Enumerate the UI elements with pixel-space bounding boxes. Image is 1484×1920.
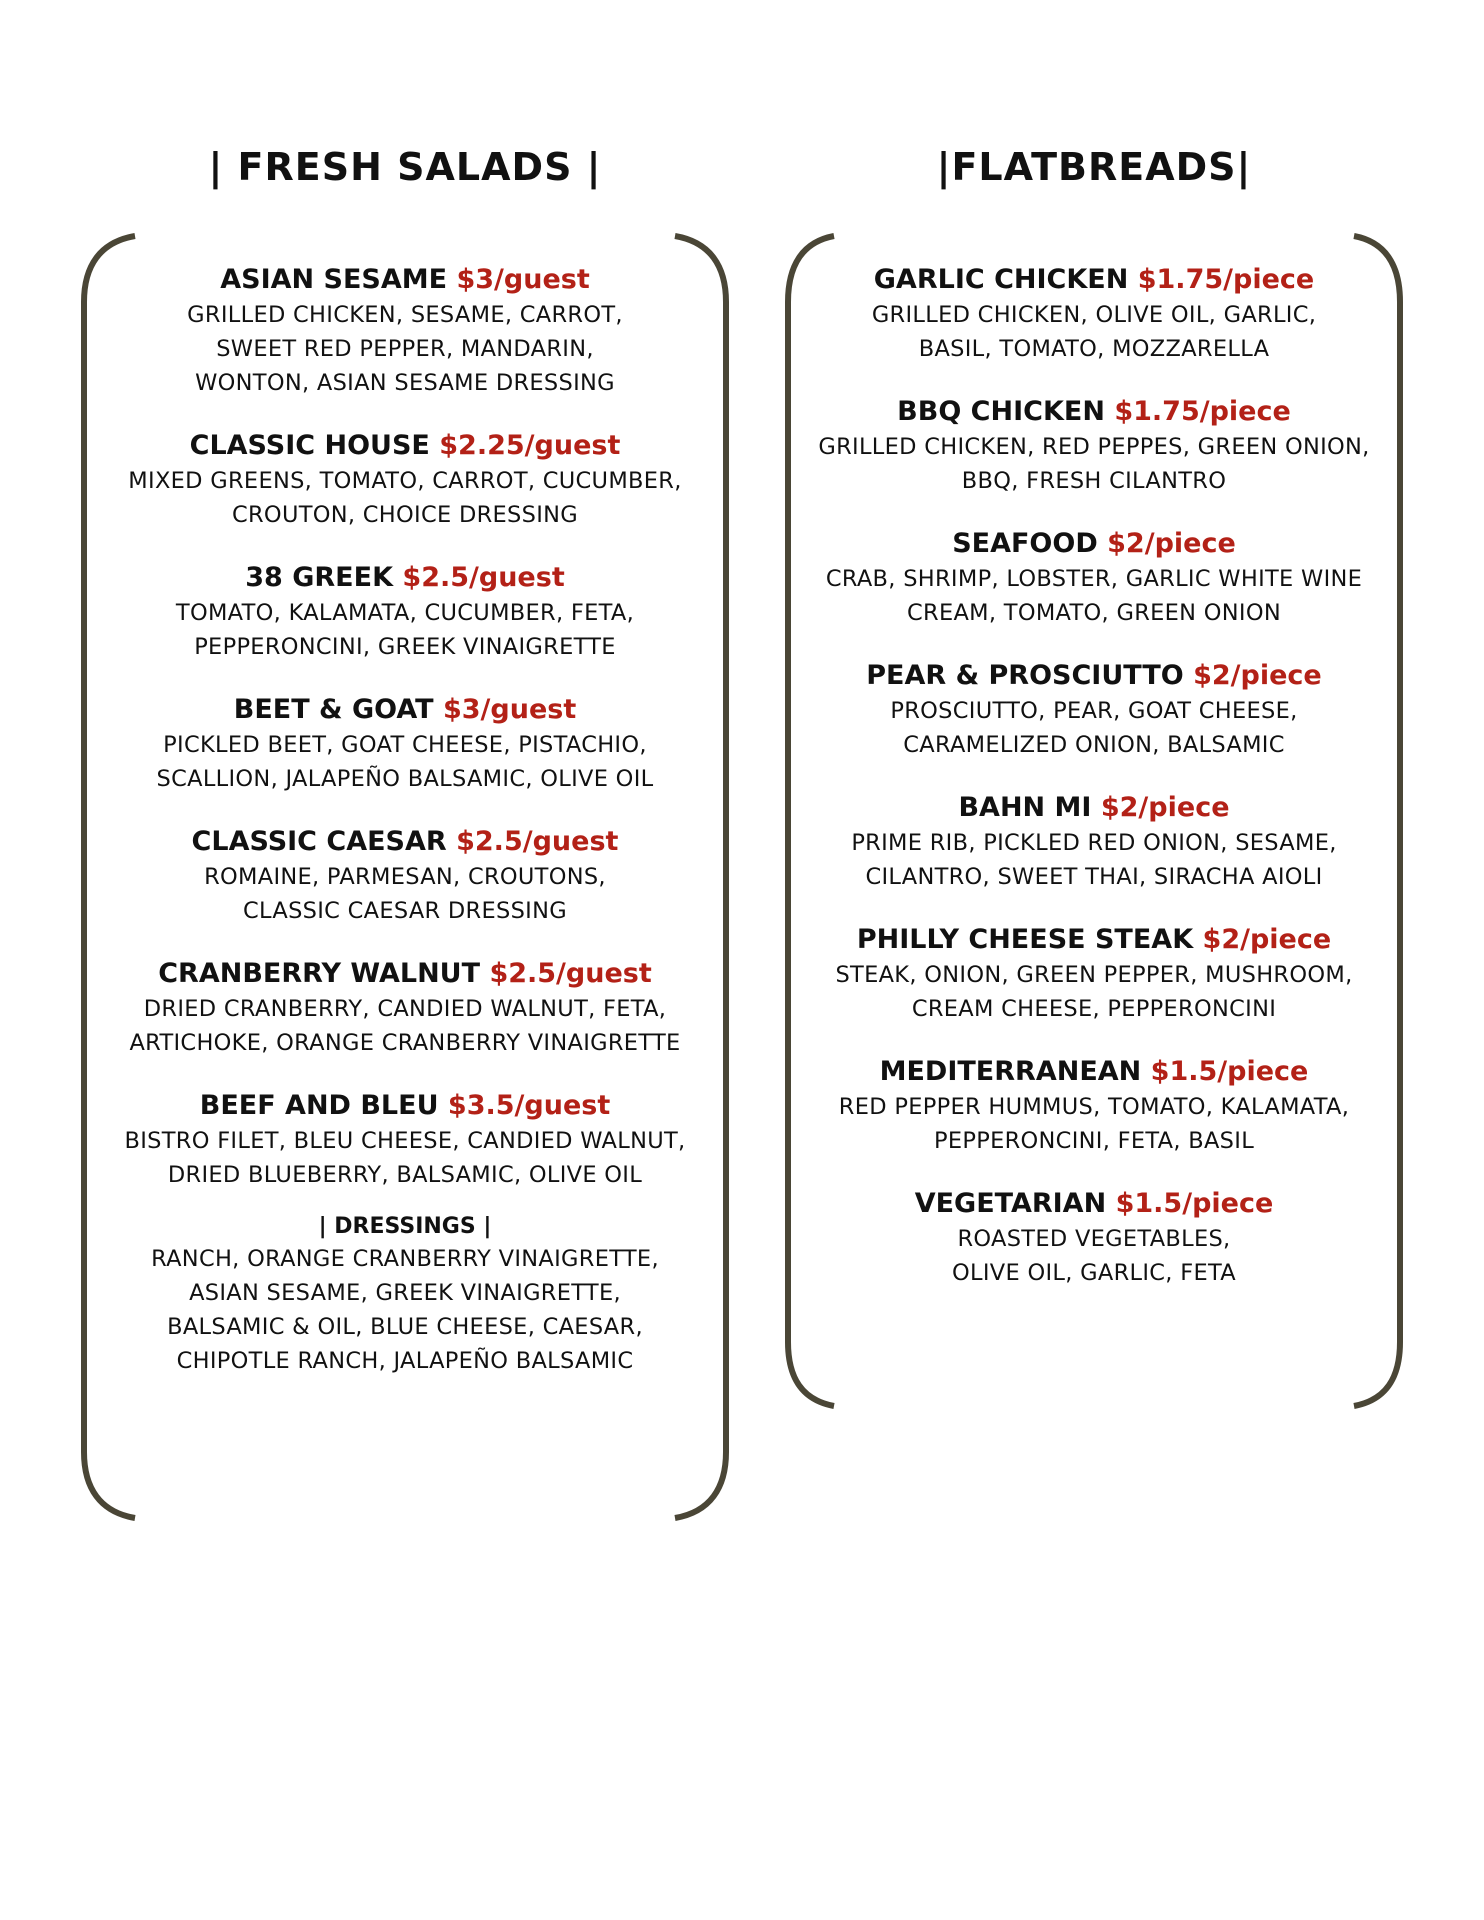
item-desc-line: DRIED BLUEBERRY, BALSAMIC, OLIVE OIL — [167, 1162, 643, 1188]
item-price: $2.5/guest — [489, 958, 652, 989]
menu-item — [80, 428, 730, 532]
item-desc-line: PRIME RIB, PICKLED RED ONION, SESAME, — [851, 830, 1337, 856]
item-desc-line: RED PEPPER HUMMUS, TOMATO, KALAMATA, — [838, 1094, 1350, 1120]
dressings-line: ASIAN SESAME, GREEK VINAIGRETTE, — [189, 1280, 621, 1306]
dressings-line: RANCH, ORANGE CRANBERRY VINAIGRETTE, — [151, 1246, 659, 1272]
item-desc-line: TOMATO, KALAMATA, CUCUMBER, FETA, — [175, 600, 635, 626]
item-price: $1.5/piece — [1150, 1056, 1309, 1087]
item-title — [784, 790, 1404, 826]
item-price: $2.25/guest — [439, 430, 621, 461]
item-desc-line: GRILLED CHICKEN, OLIVE OIL, GARLIC, — [871, 302, 1317, 328]
dressings-title: | DRESSINGS | — [318, 1214, 492, 1239]
item-desc-line: GRILLED CHICKEN, SESAME, CARROT, — [187, 302, 623, 328]
item-title — [80, 560, 730, 596]
item-desc-line: PEPPERONCINI, FETA, BASIL — [933, 1128, 1255, 1154]
item-desc-line: ROMAINE, PARMESAN, CROUTONS, — [204, 864, 606, 890]
menu-item — [80, 1088, 730, 1192]
item-desc-line: SWEET RED PEPPER, MANDARIN, — [216, 336, 594, 362]
salads-heading: | FRESH SALADS | — [208, 145, 602, 189]
item-name: CLASSIC CAESAR — [191, 826, 447, 857]
item-desc-line: PROSCIUTTO, PEAR, GOAT CHEESE, — [890, 698, 1298, 724]
menu-item — [784, 394, 1404, 498]
item-price: $2.5/guest — [456, 826, 619, 857]
item-desc-line: BBQ, FRESH CILANTRO — [961, 468, 1227, 494]
item-desc-line: CILANTRO, SWEET THAI, SIRACHA AIOLI — [865, 864, 1323, 890]
item-title — [80, 1088, 730, 1124]
item-name: BBQ CHICKEN — [897, 396, 1105, 427]
dressings-line: BALSAMIC & OIL, BLUE CHEESE, CAESAR, — [167, 1314, 643, 1340]
item-name: VEGETARIAN — [914, 1188, 1107, 1219]
item-name: BAHN MI — [958, 792, 1092, 823]
item-desc-line: CRAB, SHRIMP, LOBSTER, GARLIC WHITE WINE — [825, 566, 1363, 592]
menu-item — [80, 560, 730, 664]
item-title — [80, 428, 730, 464]
menu-item — [784, 262, 1404, 366]
item-price: $1.75/piece — [1137, 264, 1315, 295]
item-desc-line: OLIVE OIL, GARLIC, FETA — [952, 1260, 1236, 1286]
item-desc-line: MIXED GREENS, TOMATO, CARROT, CUCUMBER, — [128, 468, 682, 494]
menu-item — [784, 658, 1404, 762]
item-title — [80, 692, 730, 728]
item-price: $2/piece — [1107, 528, 1236, 559]
menu-item — [80, 692, 730, 796]
item-price: $1.5/piece — [1115, 1188, 1274, 1219]
item-desc-line: CREAM, TOMATO, GREEN ONION — [907, 600, 1281, 626]
item-title — [784, 394, 1404, 430]
dressings-line: CHIPOTLE RANCH, JALAPEÑO BALSAMIC — [176, 1348, 634, 1374]
item-name: GARLIC CHICKEN — [873, 264, 1129, 295]
menu-item — [784, 1054, 1404, 1158]
item-desc-line: PEPPERONCINI, GREEK VINAIGRETTE — [194, 634, 616, 660]
item-desc-line: STEAK, ONION, GREEN PEPPER, MUSHROOM, — [835, 962, 1353, 988]
item-price: $2/piece — [1193, 660, 1322, 691]
item-name: PHILLY CHEESE STEAK — [856, 924, 1194, 955]
menu-item — [80, 262, 730, 400]
item-title — [784, 262, 1404, 298]
menu-item — [784, 1186, 1404, 1290]
item-desc-line: BASIL, TOMATO, MOZZARELLA — [918, 336, 1270, 362]
item-desc-line: WONTON, ASIAN SESAME DRESSING — [195, 370, 615, 396]
item-name: BEET & GOAT — [233, 694, 434, 725]
menu-item — [80, 956, 730, 1060]
item-desc-line: DRIED CRANBERRY, CANDIED WALNUT, FETA, — [143, 996, 667, 1022]
menu-item — [784, 526, 1404, 630]
item-name: SEAFOOD — [952, 528, 1098, 559]
item-name: CLASSIC HOUSE — [189, 430, 430, 461]
dressings-block — [80, 1212, 730, 1378]
flatbreads-heading: |FLATBREADS| — [936, 145, 1252, 189]
item-title — [80, 824, 730, 860]
item-name: BEEF AND BLEU — [199, 1090, 439, 1121]
item-price: $2/piece — [1202, 924, 1332, 955]
item-title — [784, 1054, 1404, 1090]
item-desc-line: CREAM CHEESE, PEPPERONCINI — [911, 996, 1277, 1022]
menu-item — [80, 824, 730, 928]
item-title — [784, 922, 1404, 958]
item-price: $3.5/guest — [447, 1090, 611, 1121]
menu-item — [784, 790, 1404, 894]
item-title — [784, 526, 1404, 562]
item-price: $3/guest — [442, 694, 577, 725]
item-name: ASIAN SESAME — [220, 264, 448, 295]
item-price: $2.5/guest — [402, 562, 565, 593]
item-desc-line: CLASSIC CAESAR DRESSING — [243, 898, 567, 924]
item-desc-line: SCALLION, JALAPEÑO BALSAMIC, OLIVE OIL — [156, 766, 654, 792]
item-title — [80, 262, 730, 298]
item-desc-line: ROASTED VEGETABLES, — [957, 1226, 1231, 1252]
item-title — [80, 956, 730, 992]
item-desc-line: CROUTON, CHOICE DRESSING — [231, 502, 578, 528]
item-desc-line: ARTICHOKE, ORANGE CRANBERRY VINAIGRETTE — [129, 1030, 681, 1056]
menu-item — [784, 922, 1404, 1026]
flatbreads-list — [784, 262, 1404, 1318]
item-title — [784, 658, 1404, 694]
salads-list — [80, 262, 730, 1406]
item-name: MEDITERRANEAN — [879, 1056, 1142, 1087]
item-name: CRANBERRY WALNUT — [158, 958, 481, 989]
item-price: $3/guest — [456, 264, 590, 295]
item-desc-line: PICKLED BEET, GOAT CHEESE, PISTACHIO, — [163, 732, 647, 758]
item-desc-line: GRILLED CHICKEN, RED PEPPES, GREEN ONION, — [818, 434, 1370, 460]
item-name: 38 GREEK — [245, 562, 393, 593]
item-title — [784, 1186, 1404, 1222]
item-desc-line: BISTRO FILET, BLEU CHEESE, CANDIED WALNUT, — [124, 1128, 686, 1154]
item-desc-line: CARAMELIZED ONION, BALSAMIC — [903, 732, 1285, 758]
item-price: $1.75/piece — [1114, 396, 1291, 427]
item-price: $2/piece — [1100, 792, 1230, 823]
item-name: PEAR & PROSCIUTTO — [866, 660, 1184, 691]
